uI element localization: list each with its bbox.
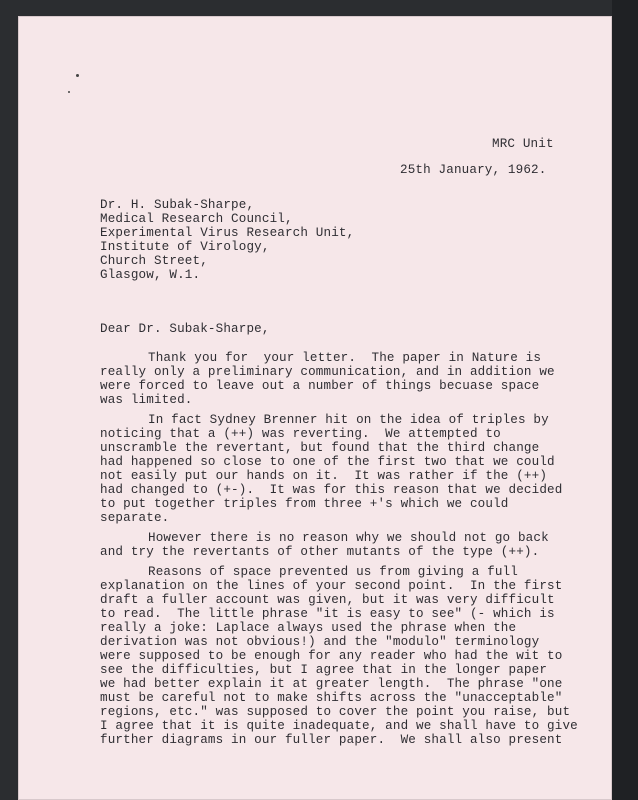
recipient-line: Church Street, [100,254,208,268]
body-line: was limited. [100,393,193,407]
body-line: must be careful not to make shifts across the "unacceptable" [100,691,563,705]
body-line: derivation was not obvious!) and the "modulo" terminology [100,635,540,649]
recipient-line: Experimental Virus Research Unit, [100,226,355,240]
recipient-line: Glasgow, W.1. [100,268,201,282]
body-line: draft a fuller account was given, but it was very difficult [100,593,555,607]
letter-page [18,16,612,800]
ink-speck [76,74,79,77]
body-line: regions, etc." was supposed to cover the point you raise, but [100,705,571,719]
body-line: and try the revertants of other mutants of the type (++). [100,545,540,559]
body-line: really a joke: Laplace always used the phrase when the [100,621,517,635]
body-line: had happened so close to one of the first two that we could [100,455,555,469]
body-line: see the difficulties, but I agree that in the longer paper [100,663,548,677]
body-line: In fact Sydney Brenner hit on the idea of triples by [148,413,549,427]
salutation: Dear Dr. Subak-Sharpe, [100,322,270,336]
body-line: explanation on the lines of your second point. In the first [100,579,563,593]
recipient-line: Institute of Virology, [100,240,270,254]
body-line: noticing that a (++) was reverting. We attempted to [100,427,501,441]
body-line: really only a preliminary communication, and in addition we [100,365,555,379]
body-line: not easily put our hands on it. It was rather if the (++) [100,469,548,483]
body-line: we had better explain it at greater length. The phrase "one [100,677,563,691]
body-line: separate. [100,511,170,525]
body-line: were forced to leave out a number of things becuase space [100,379,540,393]
body-line: Thank you for your letter. The paper in Nature is [148,351,542,365]
body-line: to read. The little phrase "it is easy to see" (- which is [100,607,555,621]
body-line: I agree that it is quite inadequate, and we shall have to give [100,719,578,733]
recipient-line: Medical Research Council, [100,212,293,226]
header-unit: MRC Unit [492,137,554,151]
body-line: to put together triples from three +'s which we could [100,497,509,511]
body-line: had changed to (+-). It was for this reason that we decided [100,483,563,497]
letter-date: 25th January, 1962. [400,163,547,177]
body-line: Reasons of space prevented us from giving a full [148,565,518,579]
body-line: further diagrams in our fuller paper. We shall also present [100,733,563,747]
body-line: were supposed to be enough for any reader who had the wit to [100,649,563,663]
ink-speck [68,91,70,93]
body-line: unscramble the revertant, but found that the third change [100,441,540,455]
recipient-line: Dr. H. Subak-Sharpe, [100,198,255,212]
scanner-backdrop [612,0,638,800]
body-line: However there is no reason why we should not go back [148,531,549,545]
